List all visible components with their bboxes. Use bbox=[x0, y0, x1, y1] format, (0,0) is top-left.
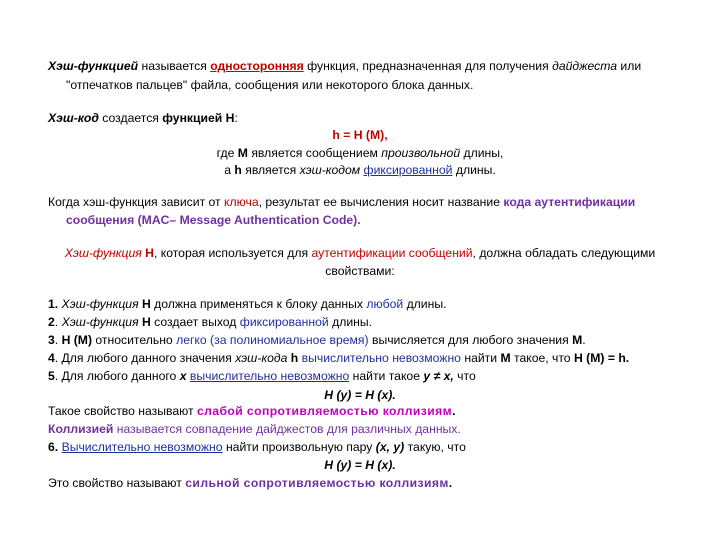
property-1: 1. Хэш-функция H должна применяться к блоку данных любой длины. bbox=[48, 297, 447, 311]
equation-1: H (y) = H (x). bbox=[324, 388, 396, 402]
collision-definition: Коллизией называется совпадение дайджестов для различных данных. bbox=[48, 422, 461, 436]
mac-paragraph: Когда хэш-функция зависит от ключа, результат ее вычисления носит название кода аутентификации bbox=[48, 195, 636, 209]
infeasible-link-2[interactable]: Вычислительно невозможно bbox=[61, 440, 223, 454]
one-way-link[interactable]: односторонняя bbox=[210, 59, 304, 73]
mac-paragraph-line2: сообщения (MAC– Message Authentication Code). bbox=[66, 213, 361, 227]
equation-2: H (y) = H (x). bbox=[324, 458, 396, 472]
fixed-length-link[interactable]: фиксированной bbox=[363, 163, 453, 177]
formula-h: h = H (M), bbox=[332, 128, 388, 142]
property-2: 2. Хэш-функция H создает выход фиксированной длины. bbox=[48, 315, 373, 329]
term-hash-code: Хэш-код bbox=[48, 111, 99, 125]
strong-resistance-line: Это свойство называют сильной сопротивляемостью коллизиям. bbox=[48, 476, 453, 490]
properties-intro-line2: свойствами: bbox=[325, 264, 395, 278]
infeasible-link-1[interactable]: вычислительно невозможно bbox=[189, 369, 350, 383]
property-5: 5. Для любого данного х вычислительно невозможно найти такое y ≠ x, что bbox=[48, 369, 476, 383]
weak-resistance-line: Такое свойство называют слабой сопротивляемостью коллизиям. bbox=[48, 404, 456, 418]
property-6: 6. Вычислительно невозможно найти произвольную пару (х, y) такую, что bbox=[48, 440, 466, 454]
hash-code-definition: Хэш-код создается функцией H: bbox=[48, 111, 238, 125]
property-3: 3. H (M) относительно легко (за полиномиальное время) вычисляется для любого значения M. bbox=[48, 333, 586, 347]
term-hash-function: Хэш-функцией bbox=[48, 59, 139, 73]
property-4: 4. Для любого данного значения хэш-кода h вычислительно невозможно найти M такое, что H (M) = h. bbox=[48, 351, 630, 365]
hash-function-definition: Хэш-функцией называется односторонняя функция, предназначенная для получения дайджеста или bbox=[48, 59, 642, 73]
hash-function-definition-line2: "отпечатков пальцев" файла, сообщения или некоторого блока данных. bbox=[66, 78, 474, 92]
formula-where-h: а h является хэш-кодом фиксированной длины. bbox=[224, 163, 496, 177]
formula-where-m: где M является сообщением произвольной длины, bbox=[216, 146, 504, 160]
properties-intro: Хэш-функция H, которая используется для аутентификации сообщений, должна обладать следующими bbox=[64, 246, 656, 260]
